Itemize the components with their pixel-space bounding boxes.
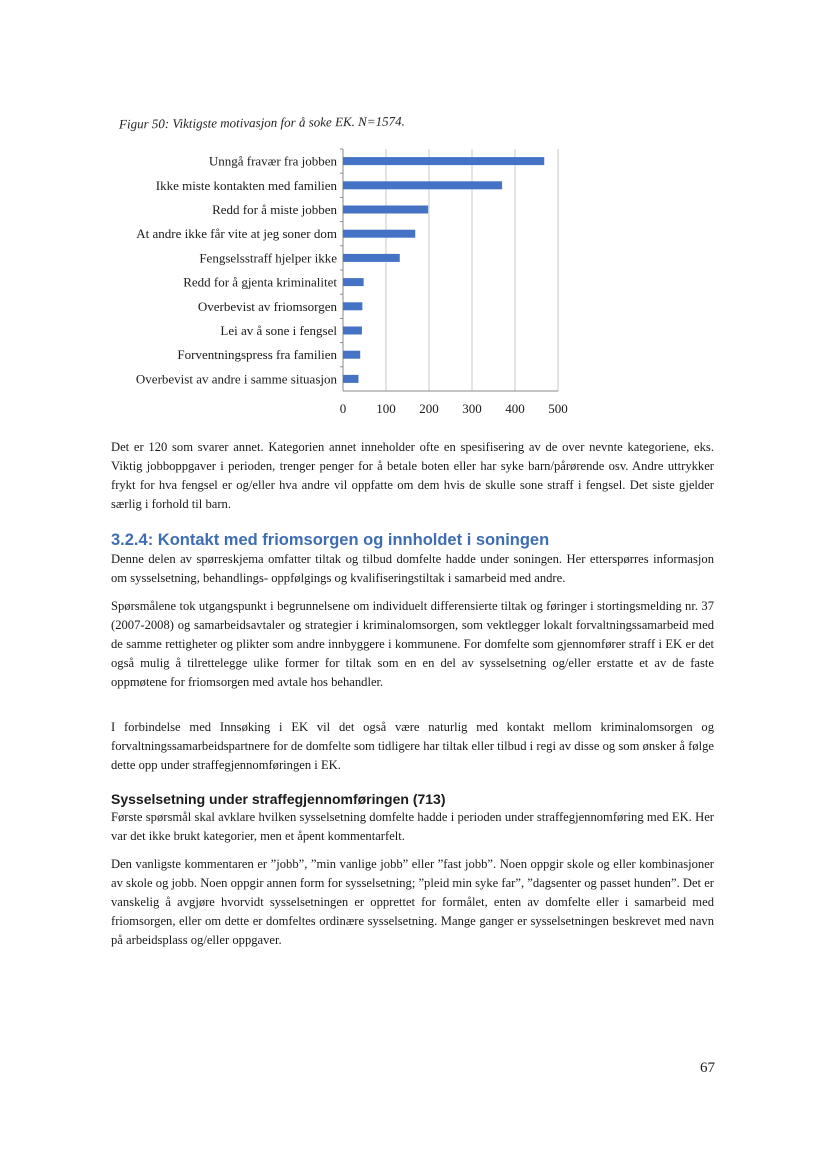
page-number: 67 xyxy=(700,1060,715,1076)
bar xyxy=(343,230,415,238)
x-tick-label: 100 xyxy=(376,401,396,416)
category-label: Redd for å gjenta kriminalitet xyxy=(183,274,337,290)
category-label: Overbevist av andre i samme situasjon xyxy=(135,371,337,387)
bar xyxy=(343,375,358,383)
bar-chart xyxy=(100,143,590,423)
paragraph-forvaltning: I forbindelse med Innsøking i EK vil det også være naturlig med kontakt mellom kriminalomsorgen og forvaltningssamarbeidspartnere for de domfelte som tidligere har tiltak eller tilbud i regi av disse og som ønsker å følge dette opp under straffegjennomføringen i EK. xyxy=(111,720,714,772)
bar xyxy=(343,278,364,286)
bar xyxy=(343,302,362,310)
bar-chart-svg xyxy=(100,143,590,423)
category-label: Fengselsstraff hjelper ikke xyxy=(199,250,337,266)
paragraph-comments: Den vanligste kommentaren er ”jobb”, ”min vanlige jobb” eller ”fast jobb”. Noen oppgir skole og eller kombinasjoner av skole og jobb. Noen oppgir annen form for sysselsetning; ”pleid min syke far”, ”dagsenter og passet hunden”. Det er vanskelig å avgjøre hvorvidt sysselsetningen er opprettet for formålet, enten av domfelte eller i samarbeid med friomsorgen, eller om dette er domfeltes ordinære sysselsetning. Mange ganger er sysselsetningen beskrevet med navn på arbeidsplass og/eller oppgaver. xyxy=(111,857,714,947)
bar xyxy=(343,181,502,189)
bar xyxy=(343,254,400,262)
category-label: Forventningspress fra familien xyxy=(177,347,337,363)
paragraph-first-question: Første spørsmål skal avklare hvilken sysselsetning domfelte hadde i perioden under straffegjennomføring med EK. Her var det ikke brukt kategorier, men et åpent kommentarfelt. xyxy=(111,810,714,843)
category-label: Unngå fravær fra jobben xyxy=(208,153,337,169)
paragraph-stortingsmelding: Spørsmålene tok utgangspunkt i begrunnelsene om individuelt differensierte tiltak og føringer i stortingsmelding nr. 37 (2007-2008) og samarbeidsavtaler og strategier i kriminalomsorgen, som vektlegger lokalt forvaltningssamarbeid med de samme rettigheter og plikter som andre innbyggere i kommunene. For domfelte som gjennomfører straff i EK er det også mulig å tilrettelegge ulike former for tiltak som en en del av sysselsetning og/eller erstatte et av de faste oppmøtene for friomsorgen med avtale hos behandler. xyxy=(111,599,714,689)
figure-caption: Figur 50: Viktigste motivasjon for å soke EK. N=1574. xyxy=(118,113,405,132)
bar xyxy=(343,327,362,335)
bar xyxy=(343,351,360,359)
category-label: Overbevist av friomsorgen xyxy=(197,298,337,314)
category-label: Ikke miste kontakten med familien xyxy=(155,177,337,193)
x-tick-label: 0 xyxy=(339,401,347,416)
bar xyxy=(343,206,428,214)
x-tick-label: 400 xyxy=(505,401,525,416)
x-tick-label: 500 xyxy=(548,401,568,416)
category-label: At andre ikke får vite at jeg soner dom xyxy=(136,226,337,242)
category-label: Redd for å miste jobben xyxy=(212,202,337,217)
subsection-heading: Sysselsetning under straffegjennomføringen (713) xyxy=(111,791,446,807)
x-tick-label: 300 xyxy=(462,401,482,416)
paragraph-annet: Det er 120 som svarer annet. Kategorien annet inneholder ofte en spesifisering av de over nevnte kategoriene, eks. Viktig jobboppgaver i perioden, trenger penger for å betale boten eller har syke barn/pårørende osv. Andre uttrykker frykt for hva fengsel er og/eller hva andre vil oppfatte om dem hvis de skulle sone straff i fengsel. Det siste gjelder særlig i forhold til barn. xyxy=(111,440,714,511)
bar xyxy=(343,157,544,165)
x-tick-label: 200 xyxy=(419,401,439,416)
section-heading: 3.2.4: Kontakt med friomsorgen og innholdet i soningen xyxy=(111,531,550,549)
category-label: Lei av å sone i fengsel xyxy=(220,323,337,338)
paragraph-intro: Denne delen av spørreskjema omfatter tiltak og tilbud domfelte hadde under soningen. Her etterspørres informasjon om sysselsetning, behandlings- oppfølgings og kvalifiseringstiltak i samarbeid med andre. xyxy=(111,552,714,585)
